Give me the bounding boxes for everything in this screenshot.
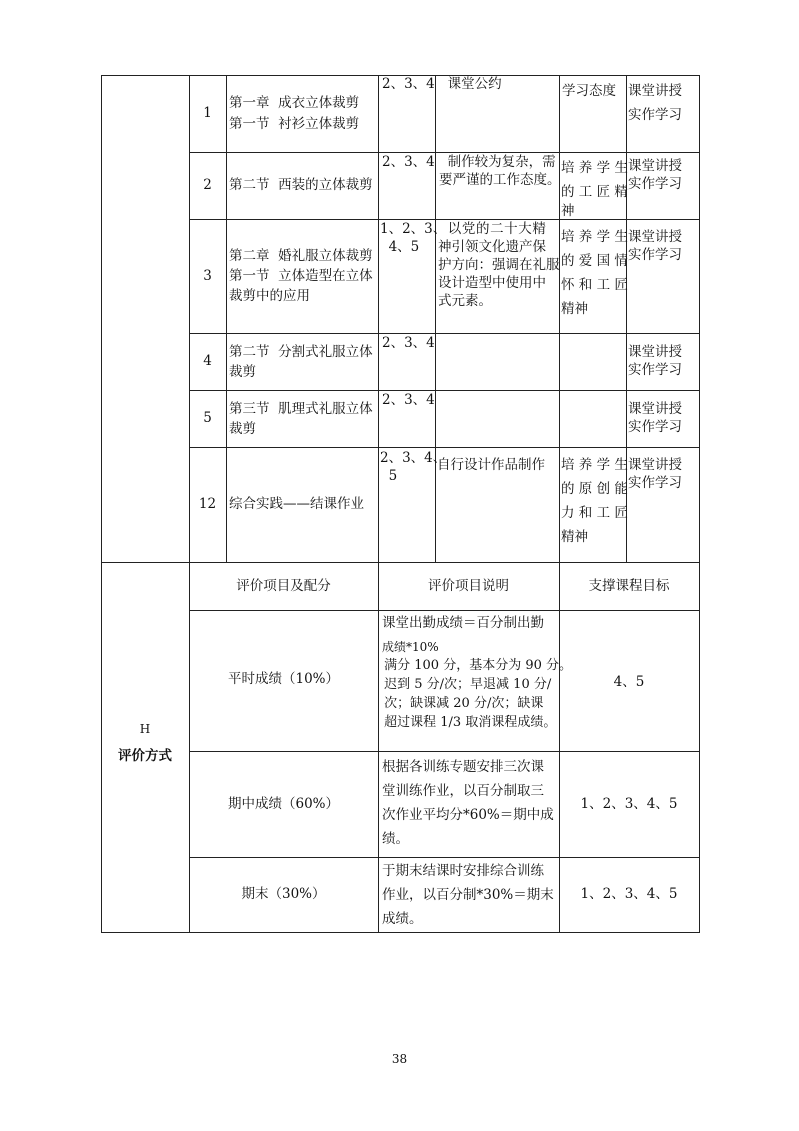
lesson-topic: 裁剪中的应用 — [229, 288, 310, 304]
lesson-topic: 裁剪 — [229, 364, 256, 380]
eval-desc: 根据各训练专题安排三次课 — [382, 759, 544, 775]
course-goals: 4、5 — [380, 239, 420, 255]
course-goals: 2、3、4 — [382, 76, 435, 92]
education-aim: 培 养 学 生 — [561, 160, 628, 176]
education-aim: 培 养 学 生 — [561, 229, 628, 245]
eval-header-target: 支撑课程目标 — [588, 578, 670, 594]
lesson-topic: 第二章 婚礼服立体裁剪 — [229, 248, 373, 264]
eval-col-divider — [559, 562, 560, 933]
lesson-topic: 第一节 立体造型在立体 — [229, 268, 373, 284]
col-divider-aim — [559, 75, 560, 562]
ideology-point: 以党的二十大精 — [438, 221, 547, 237]
ideology-point: 课堂公约 — [439, 76, 502, 92]
ideology-point: 制作较为复杂，需 — [439, 154, 556, 170]
row-divider — [189, 333, 700, 334]
section-title: 评价方式 — [118, 748, 172, 764]
teaching-method: 课堂讲授 — [628, 83, 682, 99]
table-border-right — [699, 75, 700, 933]
eval-desc: 作业，以百分制*30%＝期末 — [382, 887, 554, 903]
section-code: H — [139, 722, 151, 736]
eval-header-desc: 评价项目说明 — [428, 578, 509, 594]
eval-desc: 迟到 5 分/次；早退减 10 分/ — [380, 677, 552, 692]
teaching-method: 课堂讲授 — [628, 457, 682, 473]
education-aim: 怀 和 工 匠 — [561, 277, 628, 293]
teaching-method: 课堂讲授 — [628, 158, 682, 174]
education-aim: 学习态度 — [562, 83, 616, 99]
lesson-number: 12 — [198, 496, 217, 512]
eval-item: 平时成绩（10%） — [227, 671, 339, 687]
education-aim: 神 — [561, 203, 575, 218]
row-divider — [189, 390, 700, 391]
teaching-method: 实作学习 — [628, 176, 682, 192]
eval-header-item: 评价项目及配分 — [236, 578, 331, 594]
eval-item: 期中成绩（60%） — [227, 796, 339, 812]
ideology-point: 自行设计作品制作 — [437, 457, 545, 473]
page-number: 38 — [391, 1052, 408, 1066]
col-divider-goals — [378, 75, 379, 562]
teaching-method: 课堂讲授 — [628, 344, 682, 360]
eval-desc: 满分 100 分，基本分为 90 分。 — [380, 658, 573, 673]
lesson-number: 1 — [203, 105, 212, 121]
teaching-method: 实作学习 — [628, 475, 682, 491]
eval-row-divider — [189, 857, 700, 858]
lesson-topic: 第一节 衬衫立体裁剪 — [229, 116, 360, 132]
ideology-point: 神引领文化遗产保 — [438, 239, 546, 255]
eval-target: 1、2、3、4、5 — [580, 886, 678, 902]
eval-item: 期末（30%） — [241, 886, 326, 902]
teaching-method: 实作学习 — [628, 362, 682, 378]
teaching-method: 实作学习 — [628, 247, 682, 263]
lesson-number: 5 — [203, 410, 212, 426]
course-goals: 2、3、4 — [382, 335, 435, 351]
ideology-point: 设计造型中使用中 — [438, 275, 546, 291]
education-aim: 的 原 创 能 — [561, 481, 628, 497]
col-divider-ideology — [435, 75, 436, 562]
eval-desc: 次；缺课减 20 分/次；缺课 — [380, 696, 544, 711]
table-border-left — [101, 75, 102, 933]
course-goals: 5 — [380, 468, 398, 484]
education-aim: 精神 — [561, 529, 588, 545]
eval-desc: 课堂出勤成绩＝百分制出勤 — [382, 615, 544, 631]
lesson-topic: 裁剪 — [229, 421, 256, 437]
lesson-topic: 第二节 西装的立体裁剪 — [229, 177, 373, 193]
eval-row-divider — [189, 610, 700, 611]
education-aim: 的 爱 国 情 — [561, 253, 628, 269]
section-divider — [101, 562, 700, 563]
course-goals: 2、3、4 — [382, 392, 435, 408]
course-goals: 1、2、3、 — [380, 221, 447, 237]
lesson-topic: 综合实践——结课作业 — [229, 496, 364, 512]
eval-target: 1、2、3、4、5 — [580, 796, 678, 812]
eval-row-divider — [189, 751, 700, 752]
eval-desc: 堂训练作业，以百分制取三 — [382, 783, 544, 799]
ideology-point: 要严谨的工作态度。 — [439, 172, 561, 188]
course-goals: 2、3、4、 — [380, 450, 447, 466]
education-aim: 的 工 匠 精 — [561, 184, 628, 200]
teaching-method: 课堂讲授 — [628, 401, 682, 417]
eval-desc: 成绩*10% — [382, 640, 439, 654]
teaching-method: 实作学习 — [628, 107, 682, 123]
education-aim: 培 养 学 生 — [561, 457, 628, 473]
education-aim: 精神 — [561, 301, 588, 317]
lesson-topic: 第三节 肌理式礼服立体 — [229, 401, 373, 417]
lesson-number: 2 — [203, 177, 212, 193]
eval-col-divider — [378, 562, 379, 933]
lesson-number: 4 — [203, 353, 212, 369]
course-goals: 2、3、4 — [382, 154, 435, 170]
lesson-topic: 第一章 成衣立体裁剪 — [229, 95, 360, 111]
eval-desc: 成绩。 — [382, 911, 423, 927]
teaching-method: 实作学习 — [628, 419, 682, 435]
eval-desc: 于期末结课时安排综合训练 — [382, 863, 544, 879]
eval-desc: 超过课程 1/3 取消课程成绩。 — [380, 715, 557, 730]
eval-target: 4、5 — [613, 674, 645, 690]
lesson-number: 3 — [203, 268, 212, 284]
col-divider-topic — [226, 75, 227, 562]
ideology-point: 护方向：强调在礼服 — [438, 257, 560, 273]
education-aim: 力 和 工 匠 — [561, 505, 628, 521]
table-border-bottom — [101, 932, 700, 933]
eval-desc: 绩。 — [382, 831, 409, 847]
eval-desc: 次作业平均分*60%＝期中成 — [382, 807, 554, 823]
ideology-point: 式元素。 — [438, 293, 492, 309]
lesson-topic: 第二节 分割式礼服立体 — [229, 344, 373, 360]
teaching-method: 课堂讲授 — [628, 229, 682, 245]
